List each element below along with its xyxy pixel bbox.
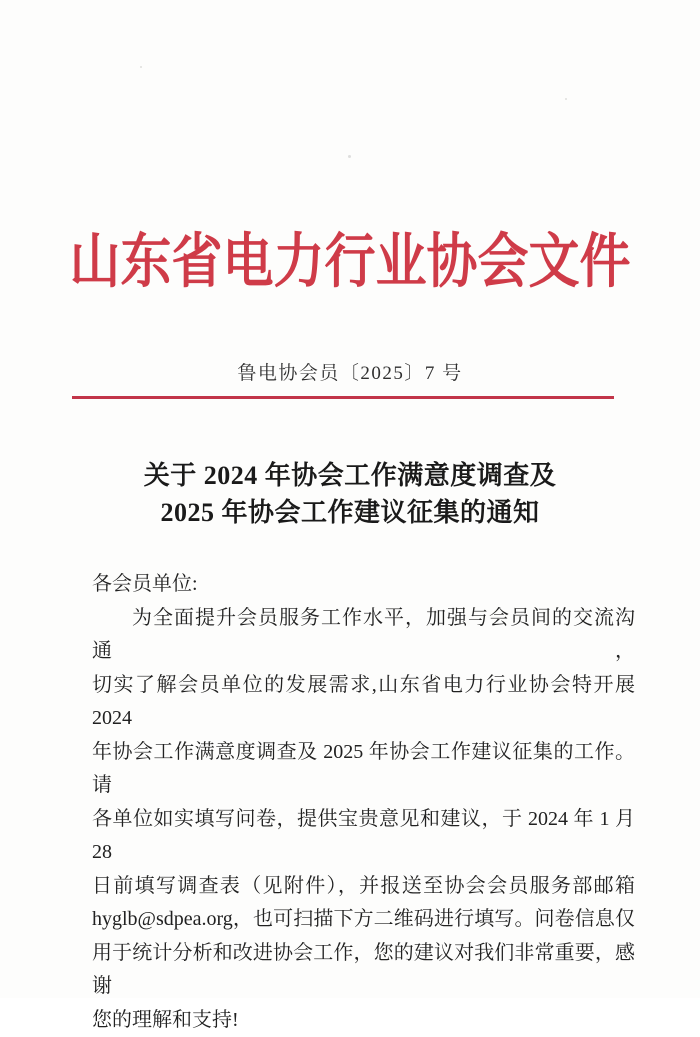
body-line: 年协会工作满意度调查及 2025 年协会工作建议征集的工作。请 <box>92 736 635 803</box>
letterhead-org-title: 山东省电力行业协会文件 <box>0 226 700 300</box>
scan-speck <box>565 98 567 100</box>
body-line: 切实了解会员单位的发展需求,山东省电力行业协会特开展 2024 <box>92 669 635 736</box>
body-line: 为全面提升会员服务工作水平，加强与会员间的交流沟通， <box>92 602 635 669</box>
body-line: 用于统计分析和改进协会工作，您的建议对我们非常重要，感谢 <box>92 937 635 1004</box>
body-line: 日前填写调查表（见附件），并报送至协会会员服务部邮箱 <box>92 870 635 904</box>
notice-title <box>0 457 700 531</box>
body-line-last: 您的理解和支持! <box>92 1004 635 1037</box>
letterhead-divider-rule <box>72 396 614 399</box>
notice-body <box>92 568 635 1037</box>
salutation: 各会员单位: <box>92 568 635 602</box>
scan-speck <box>348 155 351 158</box>
scan-speck <box>140 66 142 68</box>
body-line: 各单位如实填写问卷，提供宝贵意见和建议，于 2024 年 1 月 28 <box>92 803 635 870</box>
body-line: hyglb@sdpea.org，也可扫描下方二维码进行填写。问卷信息仅 <box>92 903 635 937</box>
notice-title-line-1: 关于 2024 年协会工作满意度调查及 <box>0 457 700 494</box>
notice-title-line-2: 2025 年协会工作建议征集的通知 <box>0 494 700 531</box>
document-number: 鲁电协会员〔2025〕7 号 <box>0 361 700 387</box>
